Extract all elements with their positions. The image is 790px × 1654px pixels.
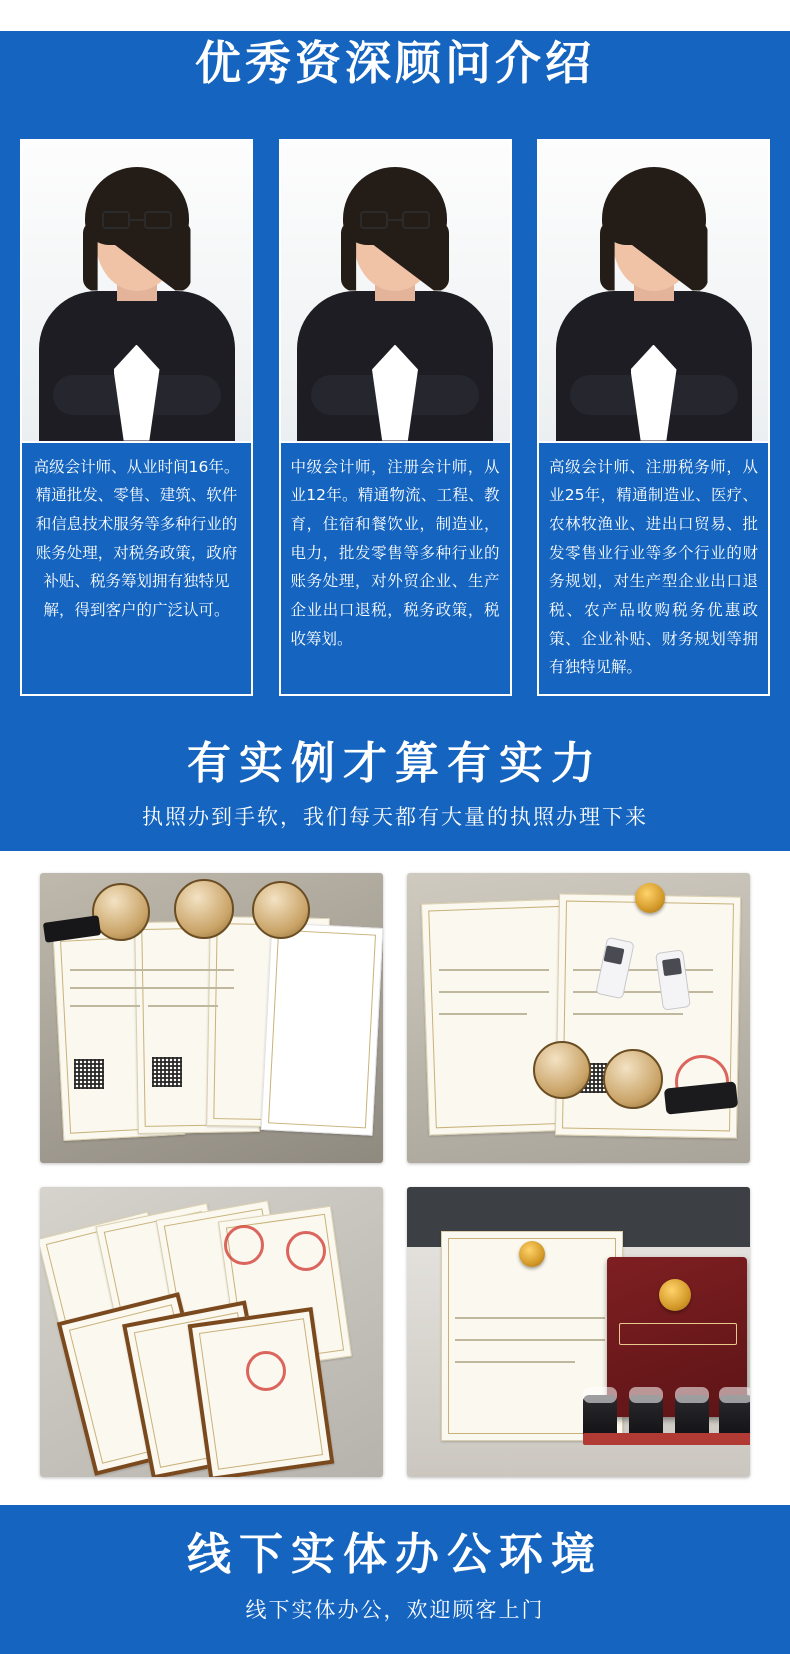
gallery-item-1 — [40, 873, 383, 1163]
cases-banner-subtitle: 执照办到手软，我们每天都有大量的执照办理下来 — [142, 804, 648, 829]
page-title: 优秀资深顾问介绍 — [195, 36, 595, 89]
consultant-bio-3: 高级会计师、注册税务师，从业25年，精通制造业、医疗、农林牧渔业、进出口贸易、批发零售业行业等多个行业的财务规划，对生产型企业出口退税、农产品收购税务优惠政策、企业补贴、财务规划等拥有独特见解。 — [549, 457, 758, 677]
consultant-card-2 — [279, 139, 512, 696]
consultant-photo-2 — [281, 141, 510, 443]
consultant-card-list — [0, 139, 790, 696]
glasses-icon — [360, 211, 430, 229]
cases-banner-title: 有实例才算有实力 — [187, 738, 603, 788]
consultant-card-1 — [20, 139, 253, 696]
consultant-photo-3 — [539, 141, 768, 443]
gallery-caption-1 — [46, 1146, 109, 1159]
gallery-caption-4 — [413, 1460, 494, 1473]
gallery-grid — [0, 851, 790, 1495]
office-banner — [0, 1505, 790, 1638]
consultant-bio-1: 高级会计师、从业时间16年。精通批发、零售、建筑、软件和信息技术服务等多种行业的账务处理，对税务政策，政府补贴、税务筹划拥有独特见解，得到客户的广泛认可。 — [33, 457, 240, 619]
consultants-section — [0, 31, 790, 718]
gallery-caption-2 — [413, 1146, 494, 1159]
cases-banner — [0, 718, 790, 851]
consultant-photo-1 — [22, 141, 251, 443]
office-banner-subtitle: 线下实体办公，欢迎顾客上门 — [245, 1597, 545, 1622]
bottom-strip — [0, 1638, 790, 1654]
office-banner-title: 线下实体办公环境 — [187, 1529, 603, 1579]
gallery-caption-3 — [46, 1460, 109, 1473]
gallery-item-2 — [407, 873, 750, 1163]
consultant-card-3 — [537, 139, 770, 696]
consultant-bio-2: 中级会计师，注册会计师，从业12年。精通物流、工程、教育，住宿和餐饮业，制造业，电力，批发零售等多种行业的账务处理，对外贸企业、生产企业出口退税，税务政策，税收筹划。 — [290, 457, 500, 648]
glasses-icon — [102, 211, 172, 229]
gallery-item-4 — [407, 1187, 750, 1477]
gallery-item-3 — [40, 1187, 383, 1477]
